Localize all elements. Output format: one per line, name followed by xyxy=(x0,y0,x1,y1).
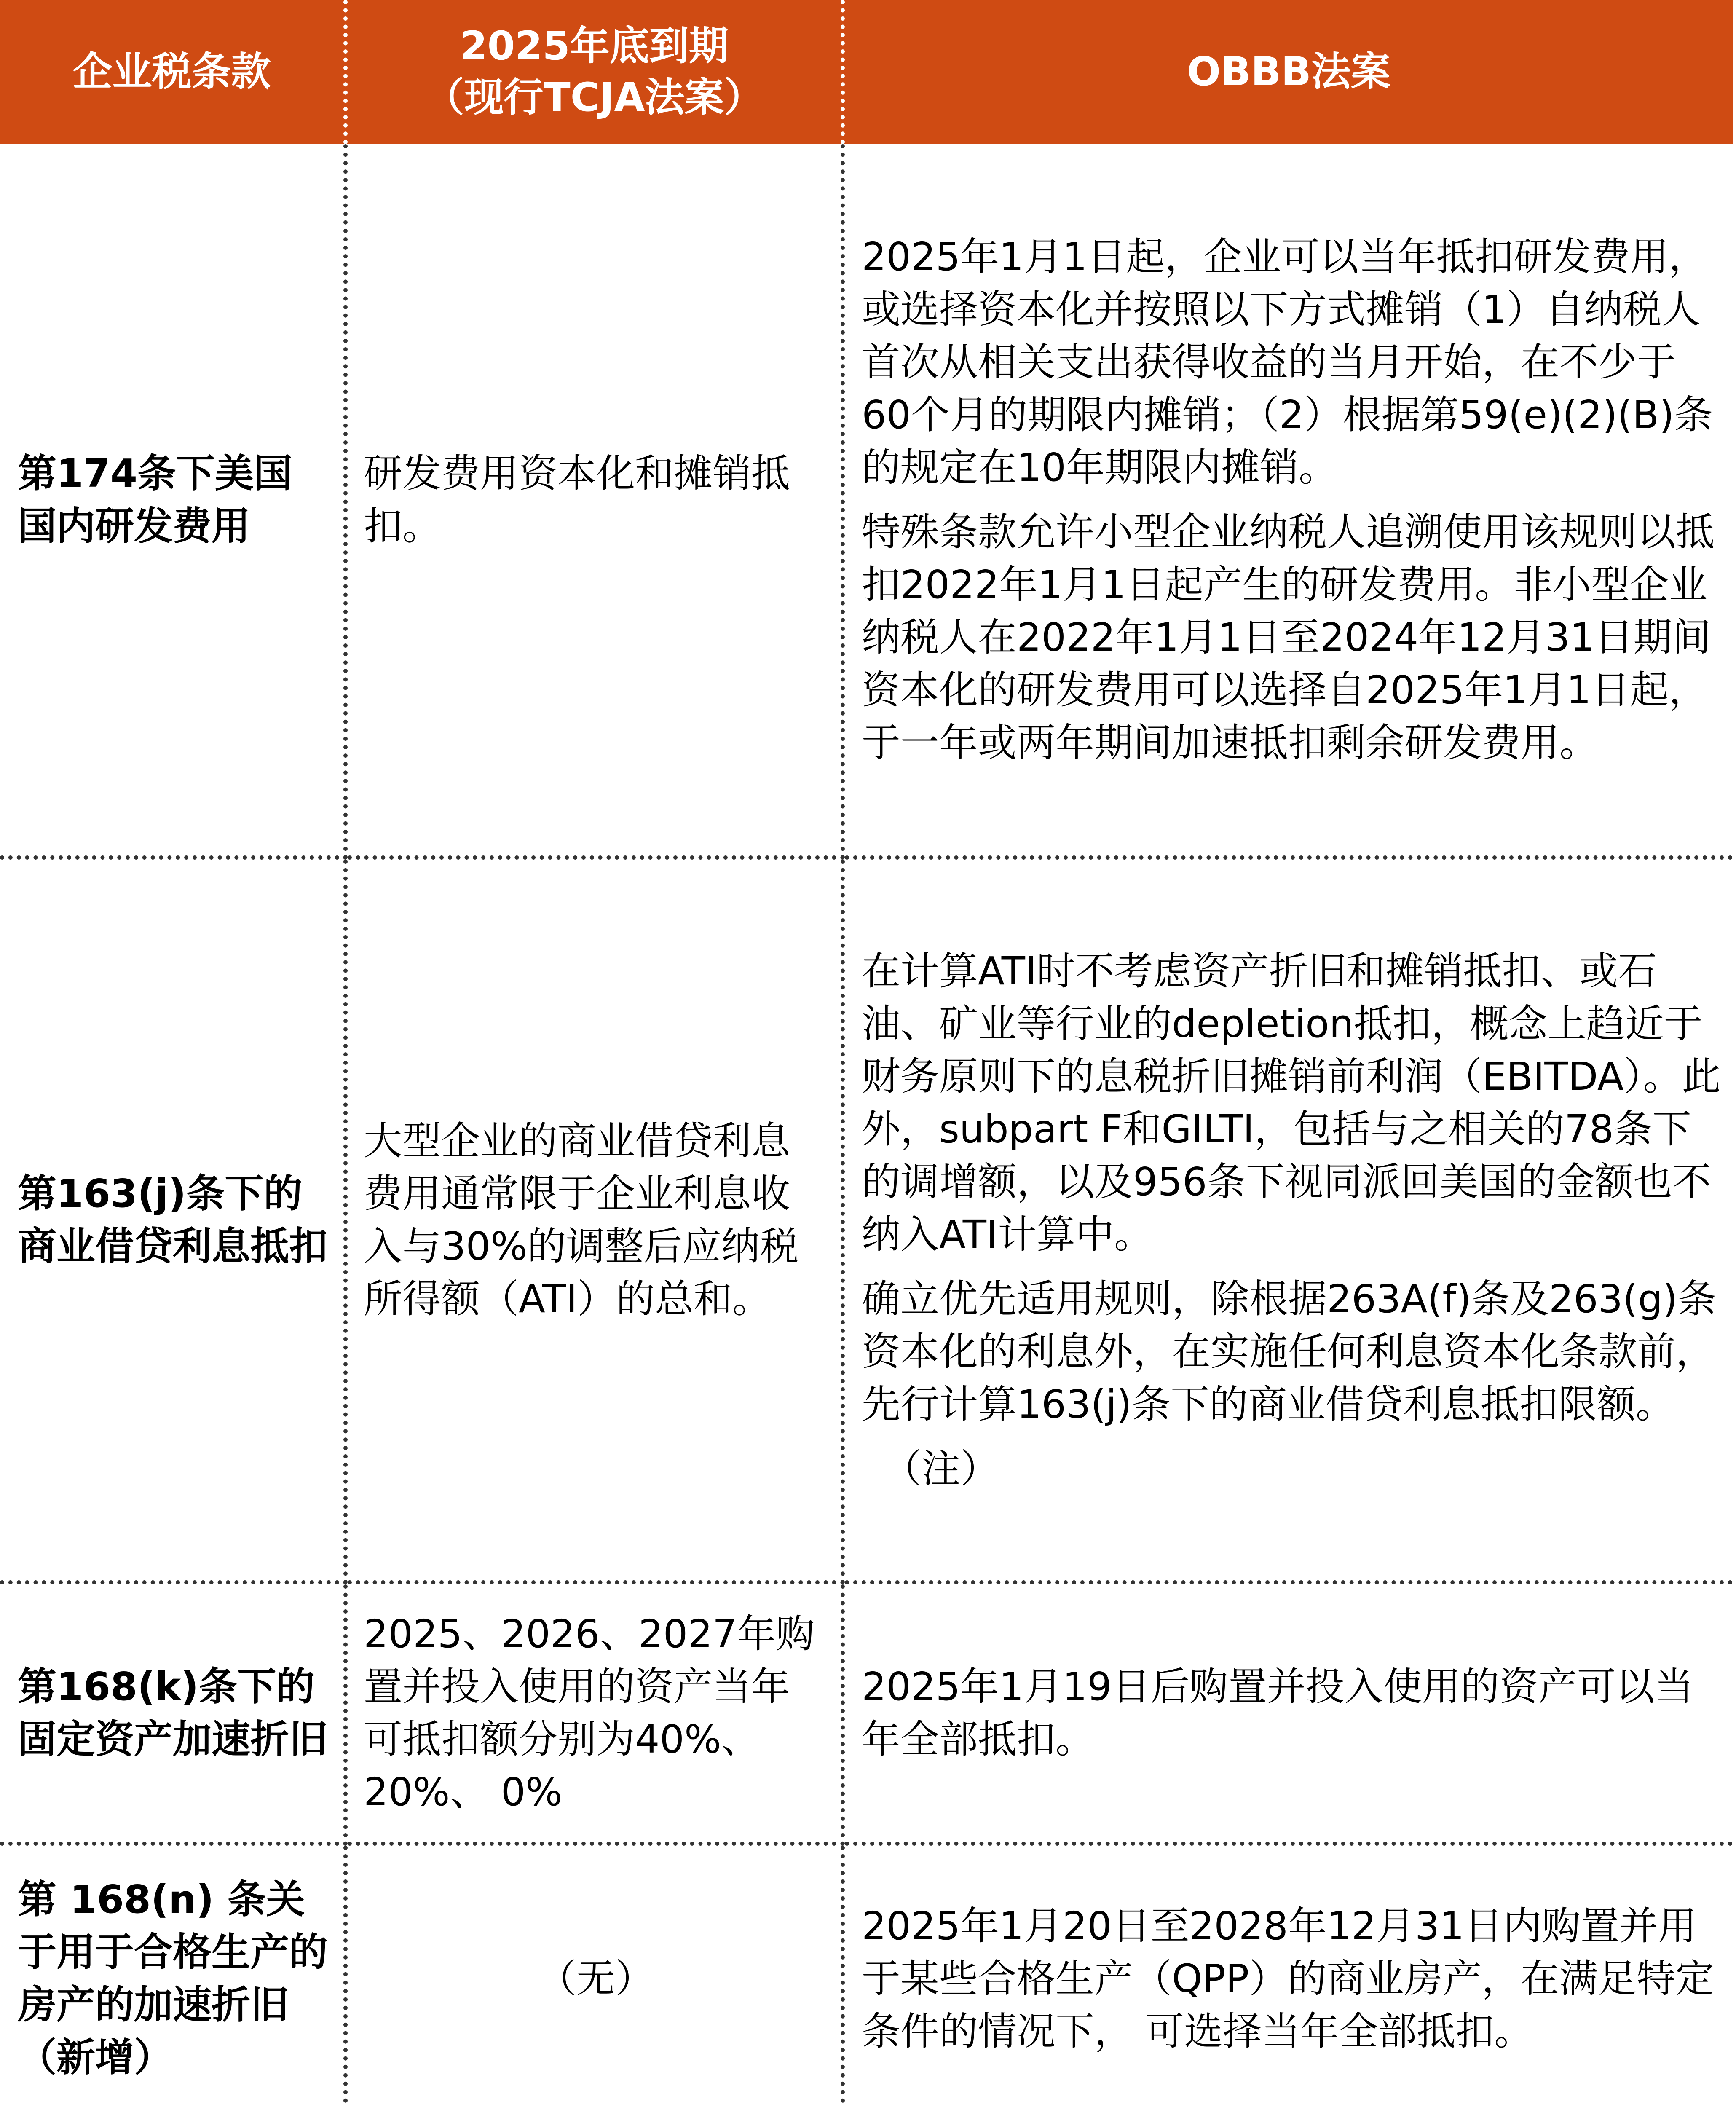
provision-text: 第168(k)条下的固定资产加速折旧 xyxy=(18,1664,328,1762)
provision-text: 第163(j)条下的商业借贷利息抵扣 xyxy=(18,1171,328,1269)
obbb-paragraph: 特殊条款允许小型企业纳税人追溯使用该规则以抵扣2022年1月1日起产生的研发费用。非小型企业纳税人在2022年1月1日至2024年12月31日期间资本化的研发费用可以选择自2025年1月1日起，于一年或两年期间加速抵扣剩余研发费用。 xyxy=(862,509,1715,765)
row-163j-provision xyxy=(0,860,348,1584)
header-tcja: 2025年底到期 （现行TCJA法案） xyxy=(348,0,845,144)
obbb-paragraph: 在计算ATI时不考虑资产折旧和摊销抵扣、或石油、矿业等行业的depletion抵扣，概念上趋近于财务原则下的息税折旧摊销前利润（EBITDA）。此外，subpart F和GILTI，包括与之相关的78条下的调增额，以及956条下视同派回美国的金额也不纳入ATI计算中。 xyxy=(862,949,1721,1257)
provision-text: 第174条下美国国内研发费用 xyxy=(18,451,293,549)
obbb-paragraph: 确立优先适用规则，除根据263A(f)条及263(g)条资本化的利息外，在实施任何利息资本化条款前，先行计算163(j)条下的商业借贷利息抵扣限额。 xyxy=(862,1276,1717,1427)
tcja-text: 2025、2026、2027年购置并投入使用的资产当年可抵扣额分别为40%、20%、 0% xyxy=(364,1611,815,1815)
row-168k-provision xyxy=(0,1584,348,1846)
row-168n-provision xyxy=(0,1846,348,2107)
row-174-tcja xyxy=(348,144,845,860)
row-168k-obbb xyxy=(845,1584,1733,1846)
header-provision: 企业税条款 xyxy=(0,0,348,144)
obbb-paragraph: 2025年1月1日起，企业可以当年抵扣研发费用，或选择资本化并按照以下方式摊销（1）自纳税人首次从相关支出获得收益的当月开始，在不少于60个月的期限内摊销；（2）根据第59(e)(2)(B)条的规定在10年期限内摊销。 xyxy=(862,234,1713,490)
obbb-paragraph: 2025年1月19日后购置并投入使用的资产可以当年全部抵扣。 xyxy=(862,1664,1693,1762)
row-168n-obbb xyxy=(845,1846,1733,2107)
row-168n-tcja xyxy=(348,1846,845,2107)
note-marker: （注） xyxy=(883,1446,999,1491)
header-obbb: OBBB法案 xyxy=(845,0,1733,144)
tcja-text: 研发费用资本化和摊销抵扣。 xyxy=(364,451,790,549)
tcja-text: 大型企业的商业借贷利息费用通常限于企业利息收入与30%的调整后应纳税所得额（ATI）的总和。 xyxy=(364,1118,799,1322)
row-174-obbb xyxy=(845,144,1733,860)
tcja-text: （无） xyxy=(537,1956,654,2001)
row-168k-tcja xyxy=(348,1584,845,1846)
obbb-paragraph: 2025年1月20日至2028年12月31日内购置并用于某些合格生产（QPP）的商业房产，在满足特定条件的情况下， 可选择当年全部抵扣。 xyxy=(862,1903,1715,2054)
row-163j-tcja xyxy=(348,860,845,1584)
row-174-provision xyxy=(0,144,348,860)
row-163j-obbb xyxy=(845,860,1733,1584)
provision-text: 第 168(n) 条关于用于合格生产的房产的加速折旧（新增） xyxy=(18,1877,328,2080)
